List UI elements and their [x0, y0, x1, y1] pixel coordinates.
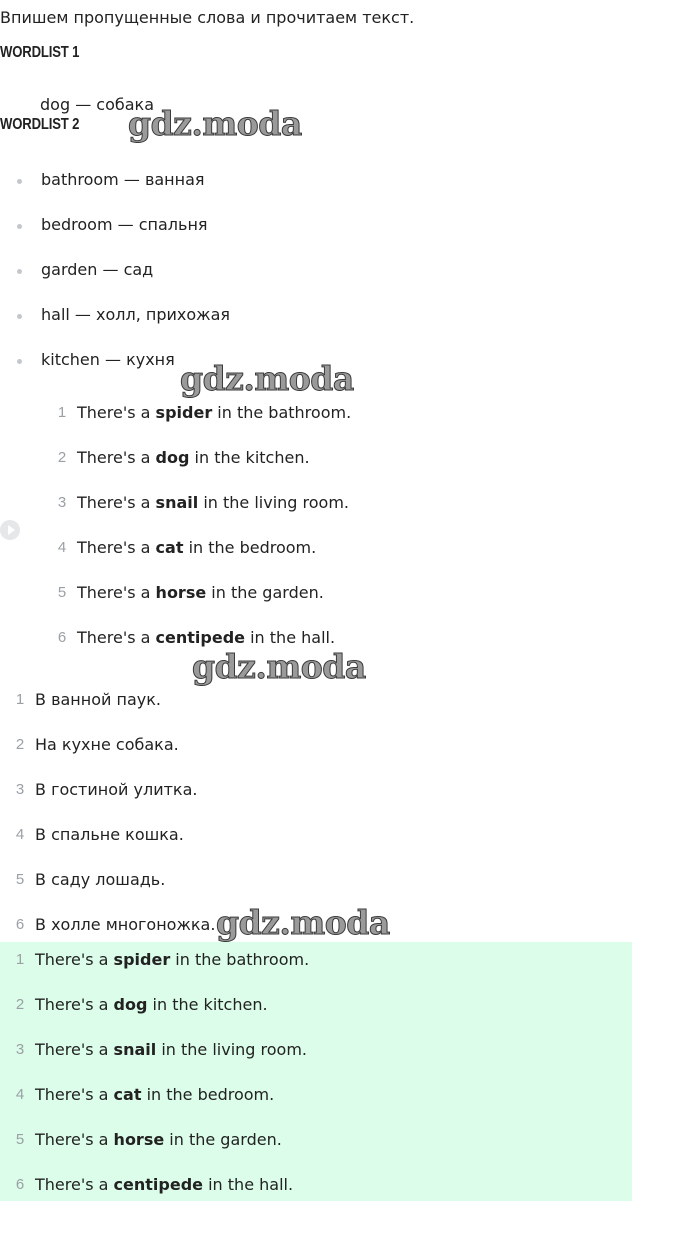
sentence-pre: There's a — [77, 583, 156, 602]
translation-number: 2 — [15, 736, 25, 753]
intro-text: Впишем пропущенные слова и прочитаем текст. — [0, 8, 415, 27]
bullet-dot — [17, 269, 22, 274]
sentence-number: 6 — [57, 629, 67, 646]
answer-block — [0, 942, 632, 1201]
translation-sentence: В ванной паук. — [35, 690, 161, 709]
sentence-post: in the living room. — [198, 493, 349, 512]
answer-sentence — [35, 1175, 293, 1194]
answer-sentence — [35, 1040, 307, 1059]
wordlist-item: bathroom — ванная — [41, 170, 205, 189]
sentence-post: in the garden. — [206, 583, 324, 602]
sentence-pre: There's a — [77, 448, 156, 467]
translation-number: 5 — [15, 871, 25, 888]
translation-sentence: В спальне кошка. — [35, 825, 184, 844]
translation-number: 6 — [15, 916, 25, 933]
sentence-keyword: snail — [113, 1040, 157, 1059]
sentence-number: 2 — [57, 449, 67, 466]
sentence-number: 4 — [57, 539, 67, 556]
english-sentence — [77, 583, 324, 602]
translation-number: 4 — [15, 826, 25, 843]
answer-number: 6 — [15, 1176, 25, 1193]
sentence-pre: There's a — [35, 1085, 114, 1104]
translation-sentence: В холле многоножка. — [35, 915, 216, 934]
wordlist-item: garden — сад — [41, 260, 154, 279]
wordlist-1-heading: WORDLIST 1 — [0, 44, 80, 61]
sentence-post: in the bedroom. — [183, 538, 317, 557]
sentence-post: in the kitchen. — [189, 448, 310, 467]
translation-number: 1 — [15, 691, 25, 708]
translation-number: 3 — [15, 781, 25, 798]
wordlist-1-partial-text: dog — собака — [40, 95, 154, 114]
sentence-number: 5 — [57, 584, 67, 601]
english-sentence — [77, 628, 335, 647]
wordlist-item: kitchen — кухня — [41, 350, 175, 369]
watermark-logo: gdz.moda — [216, 903, 390, 942]
sentence-post: in the garden. — [164, 1130, 282, 1149]
sentence-pre: There's a — [35, 950, 114, 969]
bullet-dot — [17, 224, 22, 229]
sentence-post: in the bathroom. — [212, 403, 352, 422]
translation-sentence: На кухне собака. — [35, 735, 179, 754]
sentence-number: 1 — [57, 404, 67, 421]
sentence-post: in the kitchen. — [147, 995, 268, 1014]
answer-sentence — [35, 1130, 282, 1149]
sentence-post: in the living room. — [156, 1040, 307, 1059]
english-sentence — [77, 538, 316, 557]
answer-number: 1 — [15, 951, 25, 968]
sentence-keyword: snail — [155, 493, 199, 512]
english-sentence — [77, 403, 351, 422]
sentence-pre: There's a — [35, 995, 114, 1014]
sentence-pre: There's a — [35, 1175, 114, 1194]
answer-number: 2 — [15, 996, 25, 1013]
sentence-pre: There's a — [77, 628, 156, 647]
sentence-keyword: centipede — [113, 1175, 204, 1194]
bullet-dot — [17, 314, 22, 319]
sentence-keyword: dog — [113, 995, 148, 1014]
sentence-post: in the hall. — [203, 1175, 294, 1194]
watermark-logo: gdz.moda — [180, 359, 354, 398]
sentence-post: in the bathroom. — [170, 950, 310, 969]
answer-number: 3 — [15, 1041, 25, 1058]
sentence-pre: There's a — [35, 1040, 114, 1059]
sentence-keyword: horse — [113, 1130, 165, 1149]
english-sentence — [77, 493, 349, 512]
sentence-post: in the hall. — [245, 628, 336, 647]
sentence-keyword: cat — [113, 1085, 142, 1104]
answer-sentence — [35, 995, 268, 1014]
sentence-number: 3 — [57, 494, 67, 511]
answer-number: 4 — [15, 1086, 25, 1103]
translation-sentence: В саду лошадь. — [35, 870, 166, 889]
answer-sentence — [35, 950, 309, 969]
wordlist-item: bedroom — спальня — [41, 215, 208, 234]
sentence-pre: There's a — [77, 493, 156, 512]
sentence-keyword: dog — [155, 448, 190, 467]
wordlist-2-heading: WORDLIST 2 — [0, 116, 80, 133]
english-sentence — [77, 448, 310, 467]
wordlist-item: hall — холл, прихожая — [41, 305, 231, 324]
bullet-dot — [17, 359, 22, 364]
watermark-logo: gdz.moda — [128, 104, 302, 143]
sentence-pre: There's a — [77, 403, 156, 422]
sentence-post: in the bedroom. — [141, 1085, 275, 1104]
sentence-pre: There's a — [35, 1130, 114, 1149]
play-icon[interactable] — [0, 520, 20, 540]
translation-sentence: В гостиной улитка. — [35, 780, 198, 799]
sentence-keyword: spider — [155, 403, 213, 422]
sentence-keyword: horse — [155, 583, 207, 602]
sentence-keyword: centipede — [155, 628, 246, 647]
sentence-keyword: cat — [155, 538, 184, 557]
bullet-dot — [17, 179, 22, 184]
watermark-logo: gdz.moda — [192, 647, 366, 686]
sentence-pre: There's a — [77, 538, 156, 557]
answer-sentence — [35, 1085, 274, 1104]
answer-number: 5 — [15, 1131, 25, 1148]
sentence-keyword: spider — [113, 950, 171, 969]
